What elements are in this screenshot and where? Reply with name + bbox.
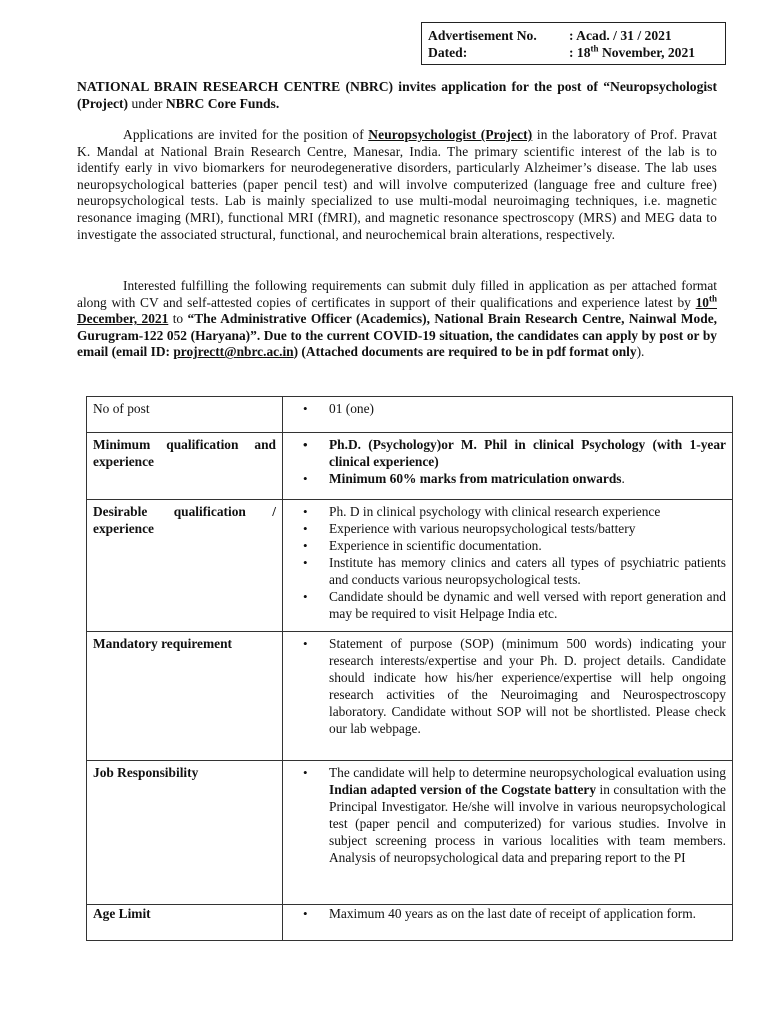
label-mandatory-requirement: Mandatory requirement xyxy=(87,632,283,761)
deadline-day: 10 xyxy=(695,294,709,310)
p1-pre: Applications are invited for the position of xyxy=(123,127,369,142)
mailing-address: “The Administrative Officer (Academics), National Brain Research Centre, Nainwal Mode, Gurugram-122 052 (Haryana)”. Due to the current COVID-19 situation, the candidates can apply by post or by email (email ID: xyxy=(77,311,717,360)
no-of-post-list xyxy=(289,400,726,417)
p2-text3: ) ( xyxy=(293,344,306,360)
date-day: : 18 xyxy=(569,45,591,60)
intro-part2: under xyxy=(128,96,166,111)
value-no-of-post-cell xyxy=(283,397,733,433)
date-suffix: th xyxy=(590,43,599,54)
age-limit-list xyxy=(289,905,726,922)
value-desirable-qualification-cell xyxy=(283,500,733,632)
attached-docs-note: Attached documents are required to be in pdf format only xyxy=(305,344,637,360)
p2-text2: to xyxy=(168,311,188,327)
advertisement-box xyxy=(421,22,726,65)
application-instructions-paragraph xyxy=(77,278,717,361)
value-mandatory-requirement-cell xyxy=(283,632,733,761)
label-job-responsibility: Job Responsibility xyxy=(87,761,283,905)
deadline-suffix: th xyxy=(708,293,717,304)
value-job-responsibility-cell xyxy=(283,761,733,905)
list-item xyxy=(329,764,726,866)
minimum-qualification-list xyxy=(289,436,726,487)
advertisement-number-row xyxy=(428,27,725,44)
job-responsibility-list xyxy=(289,764,726,866)
list-item: • Experience with various neuropsychological tests/battery xyxy=(329,520,726,537)
row-age-limit xyxy=(87,905,733,941)
p1-post: in the laboratory of Prof. Pravat K. Mandal at National Brain Research Centre, Manesar, India. The primary scientific interest of the lab is to identify early in vivo biomarkers for neurodegenerative disorders, particularly Alzheimer’s disease. The lab uses neuropsychological batteries (paper pencil test) and will involve computerized (language free and culture free) neuropsychological tests. Lab is mainly specialized to use multi-modal neuroimaging techniques, i.e. magnetic resonance imaging (MRI), functional MRI (fMRI), and magnetic resonance spectroscopy (MRS) and MEG data to investigate the associated structural, functional, and neurochemical brain alterations, respectively. xyxy=(77,127,717,242)
advertisement-date-label: Dated: xyxy=(428,45,468,60)
list-item-suffix: . xyxy=(621,471,625,486)
advertisement-date-row xyxy=(428,44,725,61)
deadline-month-year: December, 2021 xyxy=(77,311,169,327)
label-minimum-qualification xyxy=(87,433,283,500)
list-item xyxy=(329,470,726,487)
advertisement-date-value xyxy=(569,44,695,61)
value-minimum-qualification-cell xyxy=(283,433,733,500)
list-item: • Institute has memory clinics and caters all types of psychiatric patients and conducts various neuropsychological tests. xyxy=(329,554,726,588)
list-item: • Ph. D in clinical psychology with clinical research experience xyxy=(329,503,726,520)
list-item: • Experience in scientific documentation. xyxy=(329,537,726,554)
mandatory-requirement-list xyxy=(289,635,726,737)
row-no-of-post xyxy=(87,397,733,433)
row-minimum-qualification xyxy=(87,433,733,500)
row-desirable-qualification xyxy=(87,500,733,632)
label-desirable-qualification xyxy=(87,500,283,632)
list-item: • Candidate should be dynamic and well versed with report generation and may be required to visit Helpage India etc. xyxy=(329,588,726,622)
label-desirable-qualification-text: Desirable qualification / experience xyxy=(93,504,276,536)
p2-text1: Interested fulfilling the following requirements can submit duly filled in application as per attached format along with CV and self-attested copies of certificates in support of their qualifications and experience latest by xyxy=(77,278,717,310)
list-item-text: Minimum 60% marks from matriculation onwards xyxy=(329,471,622,486)
intro-heading xyxy=(77,78,717,112)
label-age-limit: Age Limit xyxy=(87,905,283,941)
list-item: • 01 (one) xyxy=(329,400,726,417)
advertisement-number-value: : Acad. / 31 / 2021 xyxy=(569,28,672,43)
label-no-of-post: No of post xyxy=(87,397,283,433)
requirements-table xyxy=(86,396,733,941)
p2-text4: ). xyxy=(636,344,645,360)
list-item: • Maximum 40 years as on the last date of receipt of application form. xyxy=(329,905,726,922)
row-job-responsibility xyxy=(87,761,733,905)
desirable-qualification-list xyxy=(289,503,726,622)
email-link[interactable]: projrectt@nbrc.ac.in xyxy=(173,344,294,360)
list-item: • Ph.D. (Psychology)or M. Phil in clinical Psychology (with 1-year clinical experience) xyxy=(329,436,726,470)
value-age-limit-cell xyxy=(283,905,733,941)
job-text-pre: The candidate will help to determine neuropsychological evaluation using xyxy=(329,765,726,780)
row-mandatory-requirement xyxy=(87,632,733,761)
advertisement-number-label: Advertisement No. xyxy=(428,28,537,43)
list-item: • Statement of purpose (SOP) (minimum 500 words) indicating your research interests/expertise and your Ph. D. project details. Candidate should indicate how his/her experience/expertise will help ongoing research activities of the Neuroimaging and Neurospectroscopy laboratory. Candidate without SOP will not be shortlisted. Please check our lab webpage. xyxy=(329,635,726,737)
job-text-post: in consultation with the Principal Investigator. He/she will involve in various neuropsychological test (paper pencil and computerized) for various studies. Involve in subject screening process in various localities with team members. Analysis of neuropsychological data and preparing report to the PI xyxy=(329,782,726,865)
intro-part1: NATIONAL BRAIN RESEARCH CENTRE (NBRC) invites application for the post of “Neuropsychologist (Project) xyxy=(77,79,717,111)
intro-part3: NBRC Core Funds. xyxy=(165,96,280,111)
post-title: Neuropsychologist (Project) xyxy=(368,127,533,142)
job-text-bold: Indian adapted version of the Cogstate battery xyxy=(329,782,597,797)
date-month-year: November, 2021 xyxy=(598,45,696,60)
label-minimum-qualification-text: Minimum qualification and experience xyxy=(93,437,276,469)
position-description-paragraph xyxy=(77,127,717,243)
